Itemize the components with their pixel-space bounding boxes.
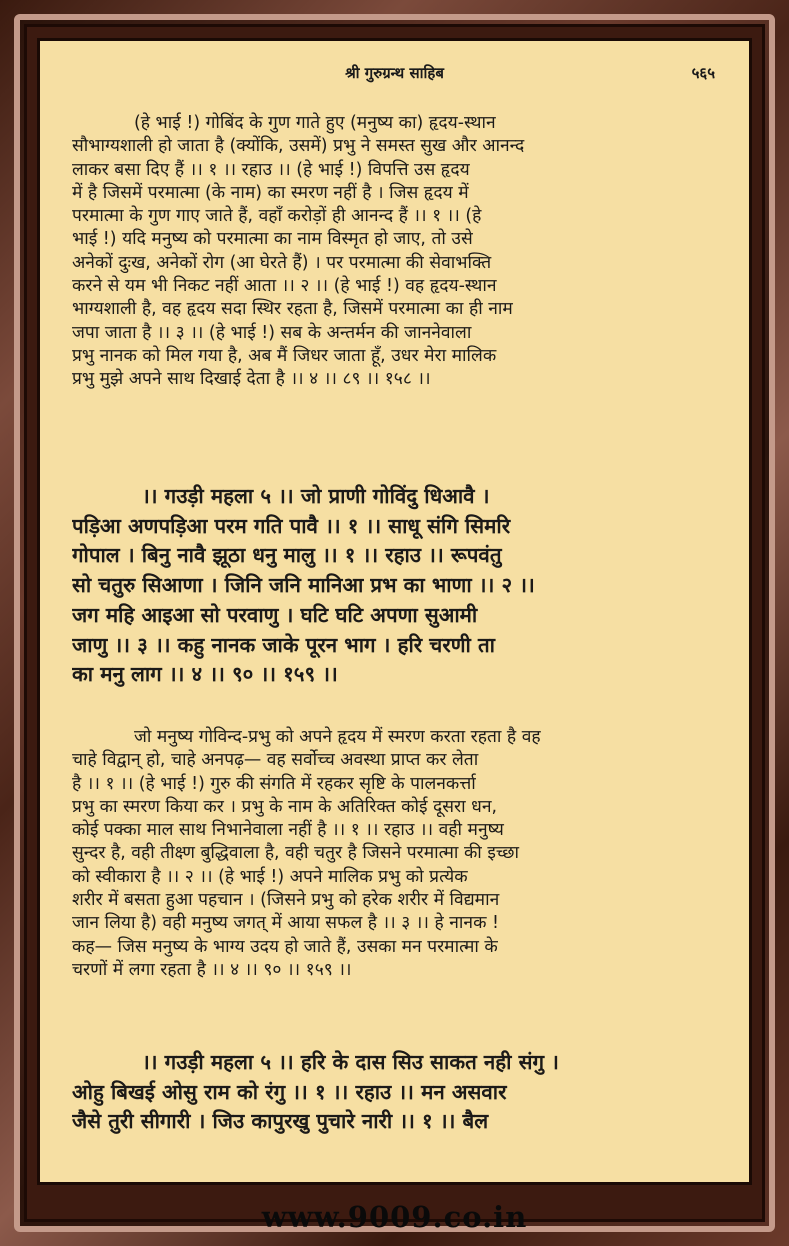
text-line: प्रभु नानक को मिल गया है, अब मैं जिधर जाता हूँ, उधर मेरा मालिक bbox=[72, 345, 497, 366]
page-header bbox=[40, 63, 749, 87]
text-line: चरणों में लगा रहता है ।। ४ ।। ९० ।। १५९ ।। bbox=[72, 959, 352, 980]
text-line: जो मनुष्य गोविन्द-प्रभु को अपने हृदय में स्मरण करता रहता है वह bbox=[134, 727, 541, 747]
verse-line: पड़िआ अणपड़िआ परम गति पावै ।। १ ।। साधू संगि सिमरि bbox=[72, 513, 511, 538]
text-line: कह— जिस मनुष्य के भाग्य उदय हो जाते हैं, उसका मन परमात्मा के bbox=[72, 936, 498, 957]
verse-line: सो चतुरु सिआणा । जिनि जनि मानिआ प्रभ का भाणा ।। २ ।। bbox=[72, 573, 535, 598]
gurbani-verse-2 bbox=[72, 1048, 738, 1137]
text-line: भाग्यशाली है, वह हृदय सदा स्थिर रहता है, जिसमें परमात्मा का ही नाम bbox=[72, 299, 513, 320]
scripture-page bbox=[37, 38, 752, 1185]
text-line: सौभाग्यशाली हो जाता है (क्योंकि, उसमें) प्रभु ने समस्त सुख और आनन्द bbox=[72, 136, 525, 157]
verse-line: ओहु बिखई ओसु राम को रंगु ।। १ ।। रहाउ ।। मन असवार bbox=[72, 1079, 507, 1104]
gurbani-verse-1 bbox=[72, 482, 738, 690]
text-line: सुन्दर है, वही तीक्ष्ण बुद्धिवाला है, वही चतुर है जिसने परमात्मा की इच्छा bbox=[72, 843, 519, 864]
verse-line: जग महि आइआ सो परवाणु । घटि घटि अपणा सुआमी bbox=[72, 602, 478, 627]
text-line: लाकर बसा दिए हैं ।। १ ।। रहाउ ।। (हे भाई !) विपत्ति उस हृदय bbox=[72, 159, 470, 180]
text-line: प्रभु का स्मरण किया कर । प्रभु के नाम के अतिरिक्त कोई दूसरा धन, bbox=[72, 796, 498, 817]
verse-line: ।। गउड़ी महला ५ ।। हरि के दास सिउ साकत नही संगु । bbox=[142, 1050, 559, 1074]
verse-line: गोपाल । बिनु नावै झूठा धनु मालु ।। १ ।। रहाउ ।। रूपवंतु bbox=[72, 543, 502, 568]
text-line: में है जिसमें परमात्मा (के नाम) का स्मरण नहीं है । जिस हृदय में bbox=[72, 182, 469, 203]
text-line: जान लिया है) वही मनुष्य जगत् में आया सफल है ।। ३ ।। हे नानक ! bbox=[72, 913, 499, 934]
text-line: चाहे विद्वान् हो, चाहे अनपढ़— वह सर्वोच्च अवस्था प्राप्त कर लेता bbox=[72, 750, 479, 771]
text-line: परमात्मा के गुण गाए जाते हैं, वहाँ करोड़ों ही आनन्द हैं ।। १ ।। (हे bbox=[72, 206, 482, 227]
text-line: शरीर में बसता हुआ पहचान । (जिसने प्रभु को हरेक शरीर में विद्यमान bbox=[72, 890, 500, 911]
text-line: (हे भाई !) गोबिंद के गुण गाते हुए (मनुष्य का) हृदय-स्थान bbox=[134, 113, 496, 133]
page-number: ५६५ bbox=[691, 64, 715, 82]
text-line: भाई !) यदि मनुष्य को परमात्मा का नाम विस्मृत हो जाए, तो उसे bbox=[72, 229, 473, 250]
text-line: कोई पक्का माल साथ निभानेवाला नहीं है ।। १ ।। रहाउ ।। वही मनुष्य bbox=[72, 820, 504, 841]
text-line: को स्वीकारा है ।। २ ।। (हे भाई !) अपने मालिक प्रभु को प्रत्येक bbox=[72, 866, 468, 887]
website-url: www.9009.co.in bbox=[261, 1200, 528, 1234]
text-line: प्रभु मुझे अपने साथ दिखाई देता है ।। ४ ।। ८९ ।। १५८ ।। bbox=[72, 369, 431, 390]
translation-paragraph-2 bbox=[72, 726, 738, 982]
verse-line: जैसे तुरी सीगारी । जिउ कापुरखु पुचारे नारी ।। १ ।। बैल bbox=[72, 1109, 489, 1134]
page-title: श्री गुरुग्रन्थ साहिब bbox=[345, 64, 444, 82]
verse-line: जाणु ।। ३ ।। कहु नानक जाके पूरन भाग । हरि चरणी ता bbox=[72, 632, 495, 657]
verse-line: का मनु लाग ।। ४ ।। ९० ।। १५९ ।। bbox=[72, 662, 338, 687]
text-line: है ।। १ ।। (हे भाई !) गुरु की संगति में रहकर सृष्टि के पालनकर्त्ता bbox=[72, 773, 476, 794]
text-line: करने से यम भी निकट नहीं आता ।। २ ।। (हे भाई !) वह हृदय-स्थान bbox=[72, 276, 497, 297]
translation-paragraph-1 bbox=[72, 112, 738, 392]
text-line: जपा जाता है ।। ३ ।। (हे भाई !) सब के अन्तर्मन की जाननेवाला bbox=[72, 322, 472, 343]
verse-line: ।। गउड़ी महला ५ ।। जो प्राणी गोविंदु धिआवै । bbox=[142, 484, 490, 508]
text-line: अनेकों दुःख, अनेकों रोग (आ घेरते हैं) । पर परमात्मा की सेवाभक्ति bbox=[72, 252, 492, 273]
